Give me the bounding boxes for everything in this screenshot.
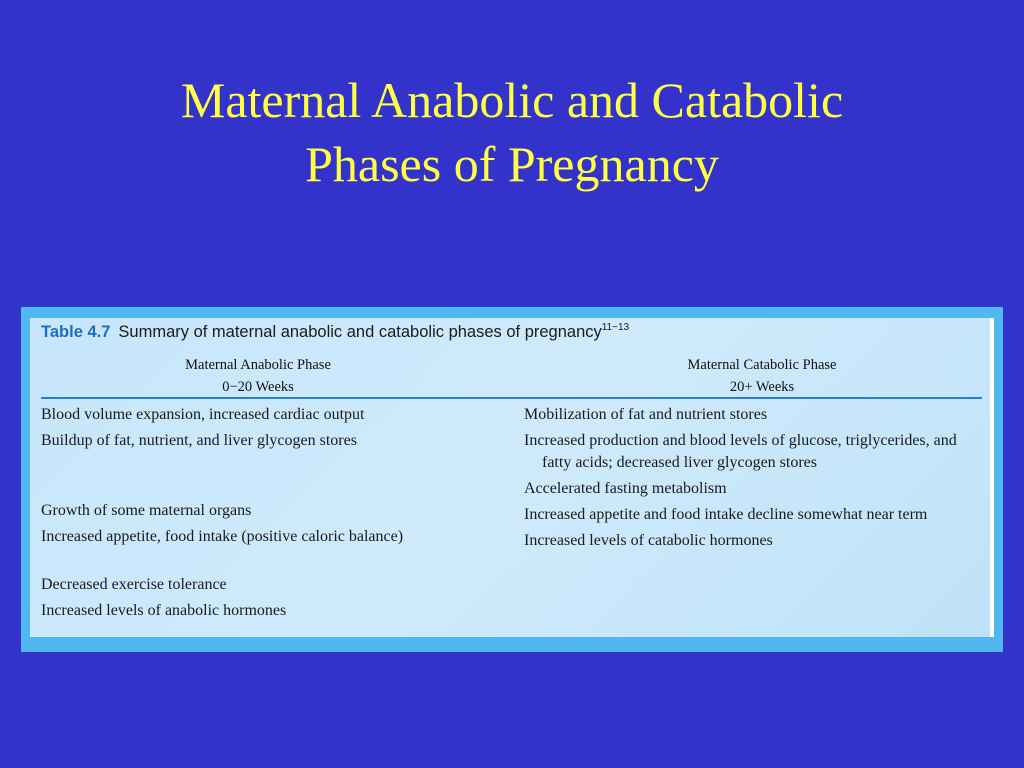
list-item: Decreased exercise tolerance <box>41 576 227 593</box>
anabolic-heading: Maternal Anabolic Phase <box>185 357 331 373</box>
table-caption-reference: 11−13 <box>601 322 630 333</box>
table-image-frame <box>21 307 1003 652</box>
anabolic-column <box>41 404 511 626</box>
slide-title-line-2: Phases of Pregnancy <box>305 136 719 192</box>
table-caption-text: Summary of maternal anabolic and catabolic phases of pregnancy <box>118 323 602 341</box>
catabolic-heading: Maternal Catabolic Phase <box>687 357 837 373</box>
anabolic-weeks: 0−20 Weeks <box>222 379 294 395</box>
header-divider <box>41 397 982 399</box>
table-panel <box>30 318 994 637</box>
list-item: Buildup of fat, nutrient, and liver glycogen stores <box>41 432 357 449</box>
slide-title-line-1: Maternal Anabolic and Catabolic <box>180 72 844 128</box>
table-number: Table 4.7 <box>41 323 111 341</box>
table-caption <box>41 322 629 342</box>
list-item: Increased production and blood levels of glucose, triglycerides, and fatty acids; decreased liver glycogen stores <box>524 432 957 471</box>
list-item: Blood volume expansion, increased cardiac output <box>41 406 365 423</box>
catabolic-column <box>524 404 984 556</box>
list-item: Mobilization of fat and nutrient stores <box>524 406 768 423</box>
list-item: Increased appetite and food intake decline somewhat near term <box>524 506 928 523</box>
list-item: Increased levels of catabolic hormones <box>524 532 773 549</box>
list-item: Growth of some maternal organs <box>41 502 252 519</box>
list-item: Increased levels of anabolic hormones <box>41 602 287 619</box>
catabolic-column-header <box>642 354 882 398</box>
anabolic-column-header <box>158 354 358 398</box>
list-item: Increased appetite, food intake (positive caloric balance) <box>41 528 404 545</box>
catabolic-weeks: 20+ Weeks <box>729 379 795 395</box>
slide-title <box>0 68 1024 196</box>
list-item: Accelerated fasting metabolism <box>524 480 727 497</box>
